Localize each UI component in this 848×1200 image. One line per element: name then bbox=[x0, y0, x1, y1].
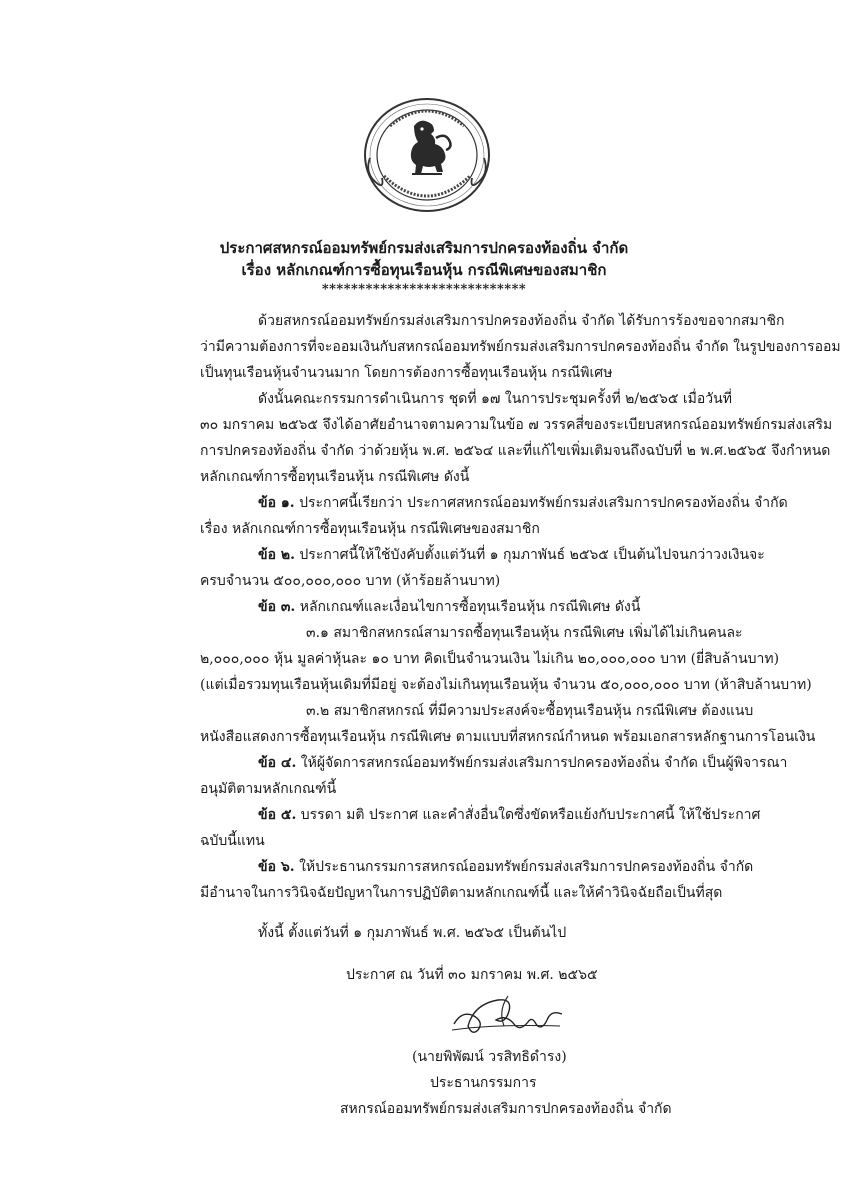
announcement-date: ประกาศ ณ วันที่ ๓๐ มกราคม พ.ศ. ๒๕๖๕ bbox=[346, 967, 598, 983]
clause-2-text: ประกาศนี้ให้ใช้บังคับตั้งแต่วันที่ ๑ กุมภาพันธ์ ๒๕๖๕ เป็นต้นไปจนกว่าวงเงินจะ bbox=[294, 547, 765, 563]
clause-4-line-2: อนุมัติตามหลักเกณฑ์นี้ bbox=[200, 781, 337, 797]
resolution-line-2: ๓๐ มกราคม ๒๕๖๕ จึงได้อาศัยอำนาจตามความในข้อ ๗ วรรคสี่ของระเบียบสหกรณ์ออมทรัพย์กรมส่งเสริม bbox=[200, 417, 833, 433]
handwritten-signature bbox=[448, 990, 568, 1038]
clause-5-text: บรรดา มติ ประกาศ และคำสั่งอื่นใดซึ่งขัดหรือแย้งกับประกาศนี้ ให้ใช้ประกาศ bbox=[296, 807, 761, 823]
clause-2 bbox=[258, 542, 765, 568]
clause-1 bbox=[258, 490, 788, 516]
clause-4 bbox=[258, 750, 787, 776]
clause-3-2-line-1: ๓.๒ สมาชิกสหกรณ์ ที่มีความประสงค์จะซื้อทุนเรือนหุ้น กรณีพิเศษ ต้องแนบ bbox=[306, 703, 754, 719]
clause-4-label: ข้อ ๔. bbox=[258, 755, 297, 771]
clause-3-1-line-2: ๒,๐๐๐,๐๐๐ หุ้น มูลค่าหุ้นละ ๑๐ บาท คิดเป็นจำนวนเงิน ไม่เกิน ๒๐,๐๐๐,๐๐๐ บาท (ยี่สิบล้านบาท) bbox=[200, 651, 780, 667]
clause-3-2-line-2: หนังสือแสดงการซื้อทุนเรือนหุ้น กรณีพิเศษ ตามแบบที่สหกรณ์กำหนด พร้อมเอกสารหลักฐานการโอนเงิน bbox=[200, 729, 816, 745]
signer-position: ประธานกรรมการ bbox=[430, 1075, 537, 1091]
clause-2-label: ข้อ ๒. bbox=[258, 547, 295, 563]
cooperative-seal-logo bbox=[362, 96, 492, 214]
clause-3-text: หลักเกณฑ์และเงื่อนไขการซื้อทุนเรือนหุ้น กรณีพิเศษ ดังนี้ bbox=[295, 599, 641, 615]
clause-3 bbox=[258, 594, 640, 620]
resolution-line-3: การปกครองท้องถิ่น จำกัด ว่าด้วยหุ้น พ.ศ. ๒๕๖๔ และที่แก้ไขเพิ่มเติมจนถึงฉบับที่ ๒ พ.ศ.๒๕๖๕ จึงกำหนด bbox=[200, 443, 831, 459]
clause-4-text: ให้ผู้จัดการสหกรณ์ออมทรัพย์กรมส่งเสริมการปกครองท้องถิ่น จำกัด เป็นผู้พิจารณา bbox=[296, 755, 788, 771]
title-separator: **************************** bbox=[321, 282, 527, 297]
clause-1-label: ข้อ ๑. bbox=[258, 495, 295, 511]
resolution-line-1: ดังนั้นคณะกรรมการดำเนินการ ชุดที่ ๑๗ ในการประชุมครั้งที่ ๒/๒๕๖๕ เมื่อวันที่ bbox=[258, 391, 732, 407]
signer-name: (นายพิพัฒน์ วรสิทธิดำรง) bbox=[412, 1049, 567, 1065]
clause-1-text: ประกาศนี้เรียกว่า ประกาศสหกรณ์ออมทรัพย์กรมส่งเสริมการปกครองท้องถิ่น จำกัด bbox=[294, 495, 788, 511]
clause-3-label: ข้อ ๓. bbox=[258, 599, 296, 615]
signer-organization: สหกรณ์ออมทรัพย์กรมส่งเสริมการปกครองท้องถิ่น จำกัด bbox=[340, 1101, 672, 1117]
clause-2-line-2: ครบจำนวน ๕๐๐,๐๐๐,๐๐๐ บาท (ห้าร้อยล้านบาท) bbox=[200, 573, 501, 589]
announcement-subject: เรื่อง หลักเกณฑ์การซื้อทุนเรือนหุ้น กรณีพิเศษของสมาชิก bbox=[241, 261, 607, 279]
clause-6 bbox=[258, 854, 753, 880]
announcement-title: ประกาศสหกรณ์ออมทรัพย์กรมส่งเสริมการปกครองท้องถิ่น จำกัด bbox=[219, 239, 629, 257]
clause-5-line-2: ฉบับนี้แทน bbox=[200, 833, 265, 849]
clause-6-text: ให้ประธานกรรมการสหกรณ์ออมทรัพย์กรมส่งเสริมการปกครองท้องถิ่น จำกัด bbox=[294, 859, 754, 875]
clause-3-1-line-3: (แต่เมื่อรวมทุนเรือนหุ้นเดิมที่มีอยู่ จะต้องไม่เกินทุนเรือนหุ้น จำนวน ๕๐,๐๐๐,๐๐๐ บาท (ห้าสิบล้านบาท) bbox=[200, 677, 812, 693]
clause-5 bbox=[258, 802, 760, 828]
clause-6-label: ข้อ ๖. bbox=[258, 859, 295, 875]
clause-1-line-2: เรื่อง หลักเกณฑ์การซื้อทุนเรือนหุ้น กรณีพิเศษของสมาชิก bbox=[200, 521, 540, 537]
clause-3-1-line-1: ๓.๑ สมาชิกสหกรณ์สามารถซื้อทุนเรือนหุ้น กรณีพิเศษ เพิ่มได้ไม่เกินคนละ bbox=[306, 625, 743, 641]
resolution-line-4: หลักเกณฑ์การซื้อทุนเรือนหุ้น กรณีพิเศษ ดังนี้ bbox=[200, 469, 470, 485]
clause-6-line-2: มีอำนาจในการวินิจฉัยปัญหาในการปฏิบัติตามหลักเกณฑ์นี้ และให้คำวินิจฉัยถือเป็นที่สุด bbox=[200, 885, 723, 901]
intro-line-3: เป็นทุนเรือนหุ้นจำนวนมาก โดยการต้องการซื้อทุนเรือนหุ้น กรณีพิเศษ bbox=[200, 365, 613, 381]
intro-line-1: ด้วยสหกรณ์ออมทรัพย์กรมส่งเสริมการปกครองท้องถิ่น จำกัด ได้รับการร้องขอจากสมาชิก bbox=[258, 313, 785, 329]
clause-5-label: ข้อ ๕. bbox=[258, 807, 297, 823]
intro-line-2: ว่ามีความต้องการที่จะออมเงินกับสหกรณ์ออมทรัพย์กรมส่งเสริมการปกครองท้องถิ่น จำกัด ในรูปของการออม bbox=[200, 339, 841, 355]
effective-date: ทั้งนี้ ตั้งแต่วันที่ ๑ กุมภาพันธ์ พ.ศ. ๒๕๖๕ เป็นต้นไป bbox=[258, 925, 567, 941]
